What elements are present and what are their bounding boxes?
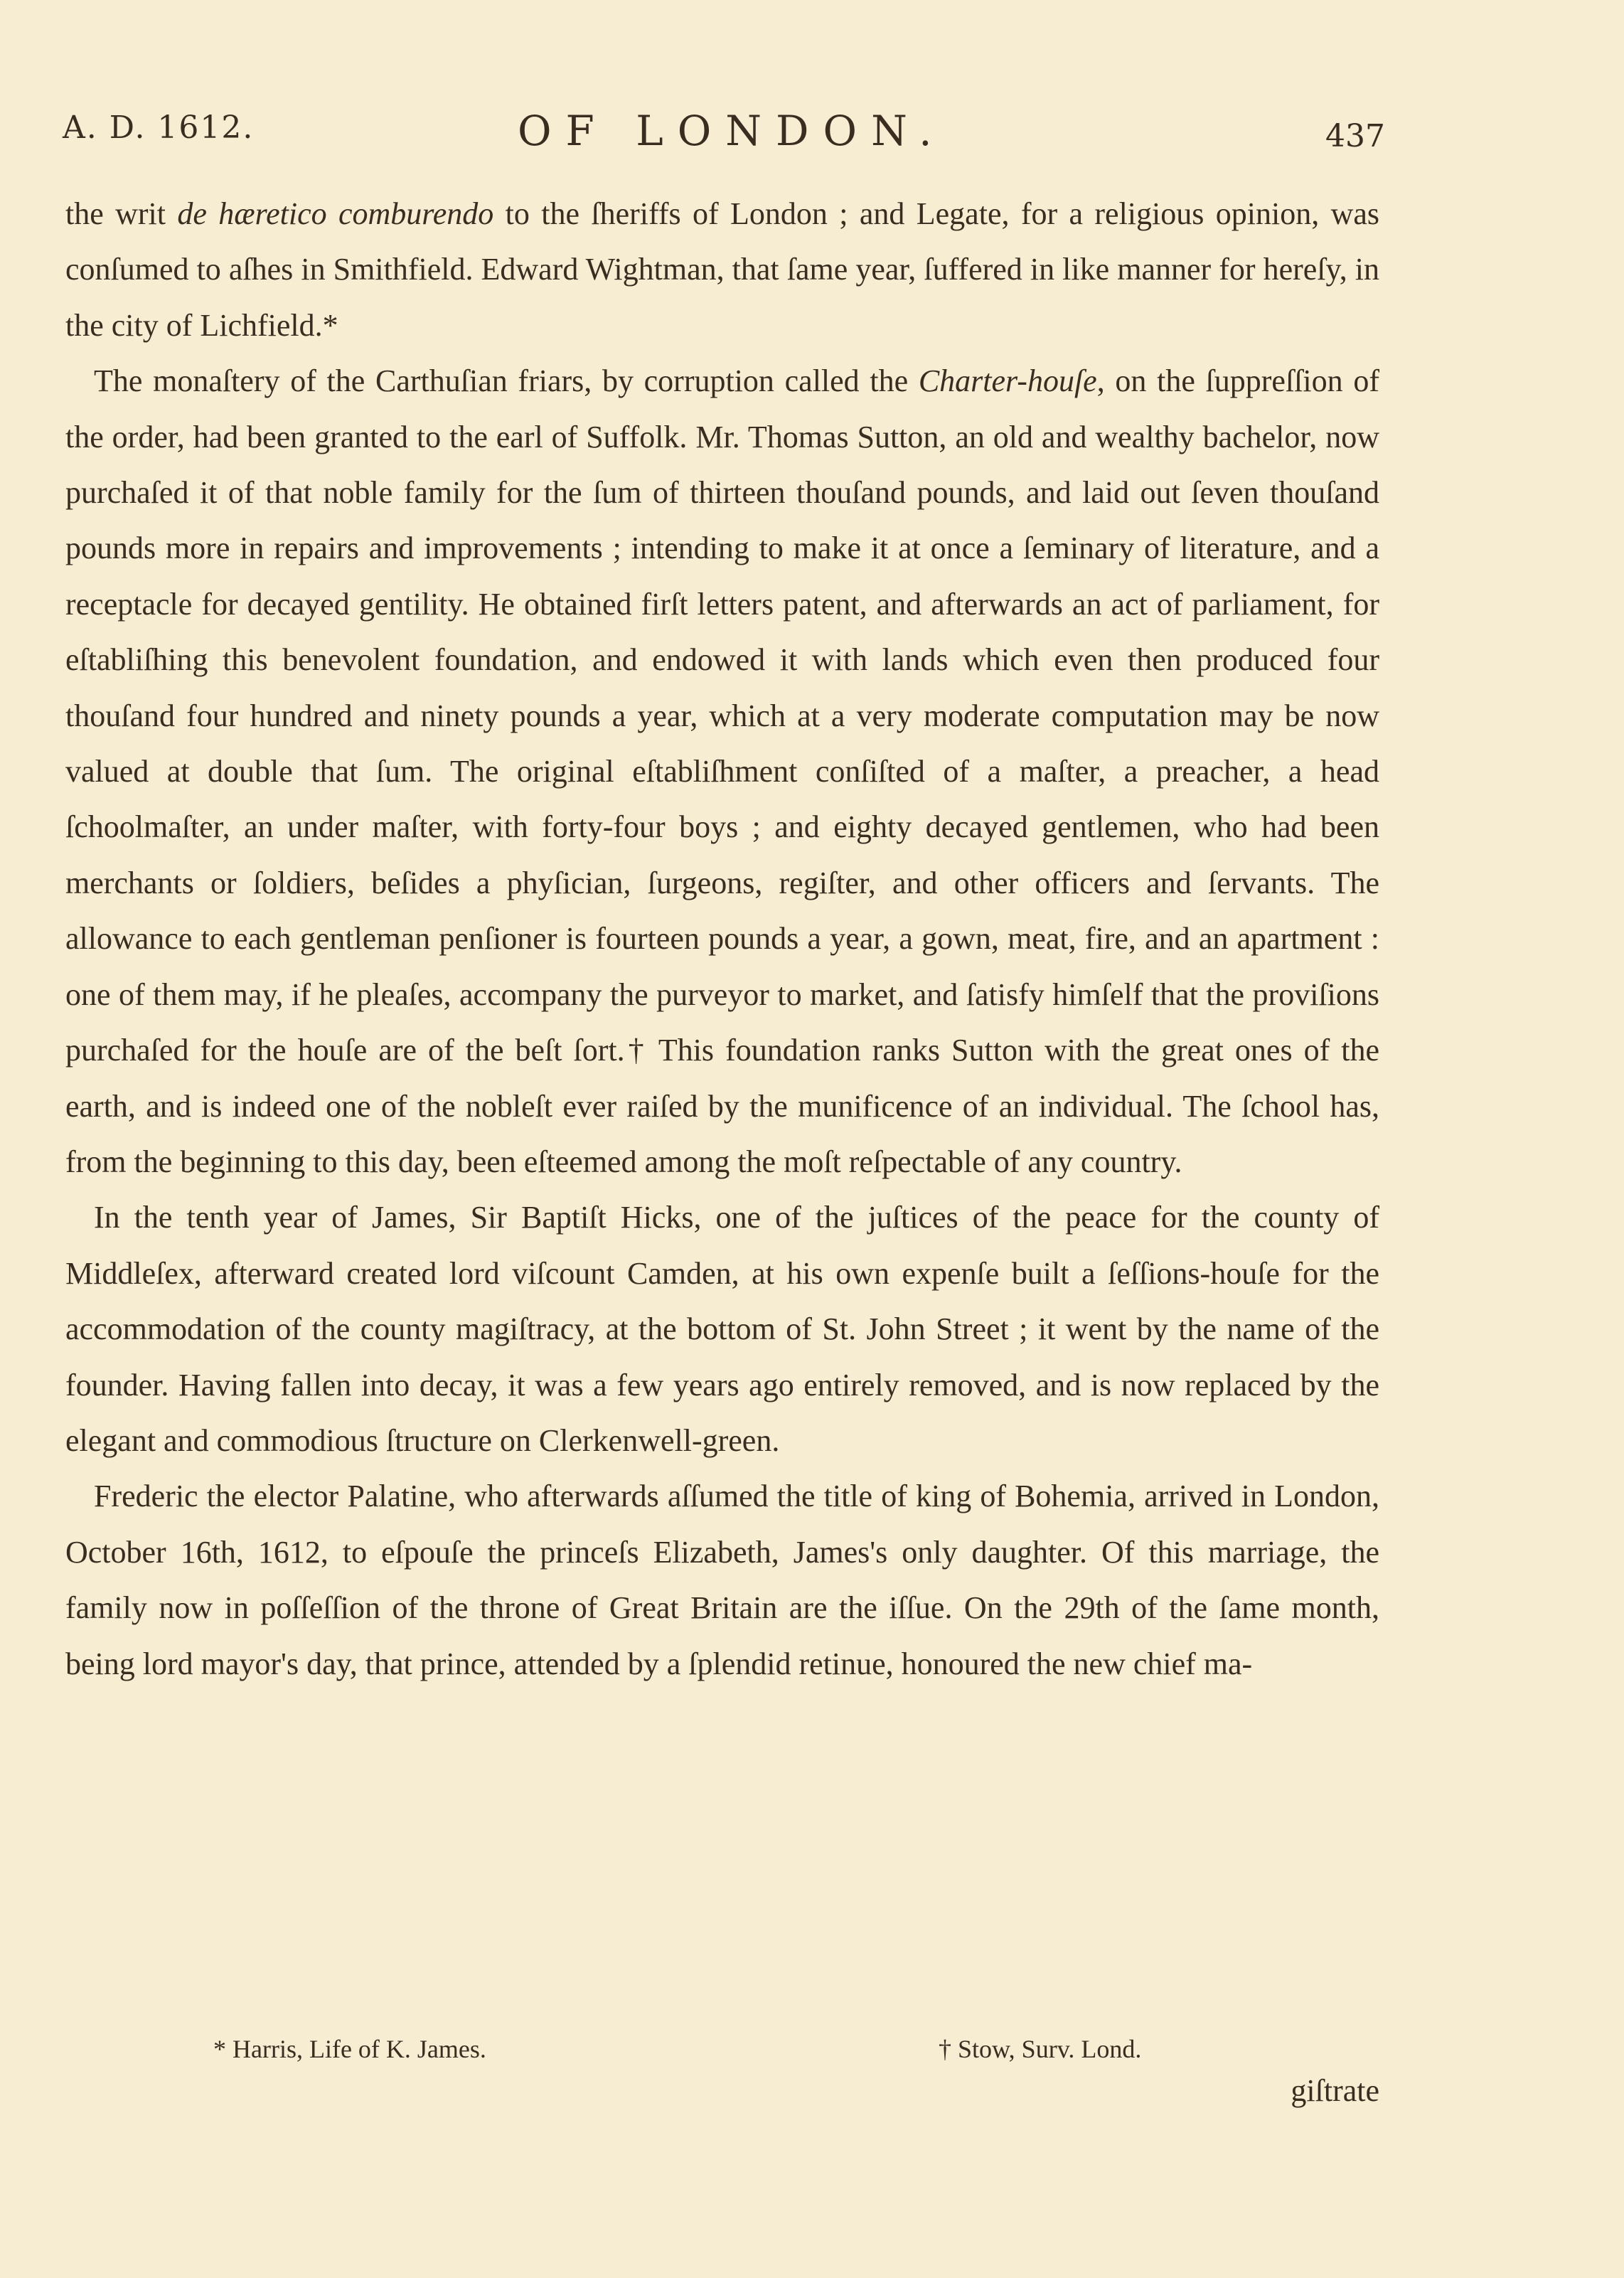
paragraph <box>65 353 1379 1190</box>
footnote-harris: * Harris, Life of K. James. <box>213 2035 486 2063</box>
italic-text-run: de hæretico comburendo <box>177 196 494 231</box>
text-run: , on the ſuppreſſion of the order, had been granted to the earl of Suffolk. Mr. Thomas Sutton, an old and wealthy bachelor, now purchaſed it of that noble family for the ſum of thirteen thouſand pounds, and laid out ſeven thouſand pounds more in repairs and improvements ; intending to make it at once a ſeminary of literature, and a receptacle for decayed gentility. He obtained firſt letters patent, and afterwards an act of parliament, for eſtabliſhing this benevolent foundation, and endowed it with lands which even then produced four thouſand four hundred and ninety pounds a year, which at a very moderate computation may be now valued at double that ſum. The original eſtabliſhment conſiſted of a maſter, a preacher, a head ſchoolmaſter, an under maſter, with forty-four boys ; and eighty decayed gentlemen, who had been merchants or ſoldiers, beſides a phyſician, ſurgeons, regiſter, and other officers and ſervants. The allowance to each gentleman penſioner is fourteen pounds a year, a gown, meat, fire, and an apartment : one of them may, if he pleaſes, accompany the purveyor to market, and ſatisfy himſelf that the proviſions purchaſed for the houſe are of the beſt ſort.† This foundation ranks Sutton with the great ones of the earth, and is indeed one of the nobleſt ever raiſed by the munificence of an individual. The ſchool has, from the beginning to this day, been eſteemed among the moſt reſpectable of any country. <box>65 363 1379 1179</box>
paragraph <box>65 1469 1379 1692</box>
body-text <box>65 186 1379 1692</box>
text-run: Frederic the elector Palatine, who afterwards aſſumed the title of king of Bohemia, arrived in London, October 16th, 1612, to eſpouſe the princeſs Elizabeth, James's only daughter. Of this marriage, the family now in poſſeſſion of the throne of Great Britain are the iſſue. On the 29th of the ſame month, being lord mayor's day, that prince, attended by a ſplendid retinue, honoured the new chief ma- <box>65 1479 1379 1681</box>
running-title: OF LONDON. <box>518 107 946 155</box>
header-year: A. D. 1612. <box>63 110 255 146</box>
text-run: The monaſtery of the Carthuſian friars, by corruption called the <box>94 363 919 399</box>
text-run: to the ſheriffs of London ; and Legate, for a religious opinion, was conſumed to aſhes in Smithfield. Edward Wightman, that ſame year, ſuffered in like manner for hereſy, in the city of Lichfield.* <box>65 196 1379 343</box>
page-number: 437 <box>1325 118 1385 154</box>
paragraph <box>65 1190 1379 1469</box>
page-header <box>63 107 1385 164</box>
catchword: giſtrate <box>1291 2073 1379 2108</box>
text-run: In the tenth year of James, Sir Baptiſt Hicks, one of the juſtices of the peace for the county of Middleſex, afterward created lord viſcount Camden, at his own expenſe built a ſeſſions-houſe for the accommodation of the county magiſtracy, at the bottom of St. John Street ; it went by the name of the founder. Having fallen into decay, it was a few years ago entirely removed, and is now replaced by the elegant and commodious ſtructure on Clerkenwell-green. <box>65 1200 1379 1458</box>
text-run: the writ <box>65 196 178 231</box>
paragraph <box>65 186 1379 353</box>
footnote-stow: † Stow, Surv. Lond. <box>939 2035 1142 2063</box>
footnotes <box>213 2034 1251 2077</box>
italic-text-run: Charter-houſe <box>918 363 1097 399</box>
